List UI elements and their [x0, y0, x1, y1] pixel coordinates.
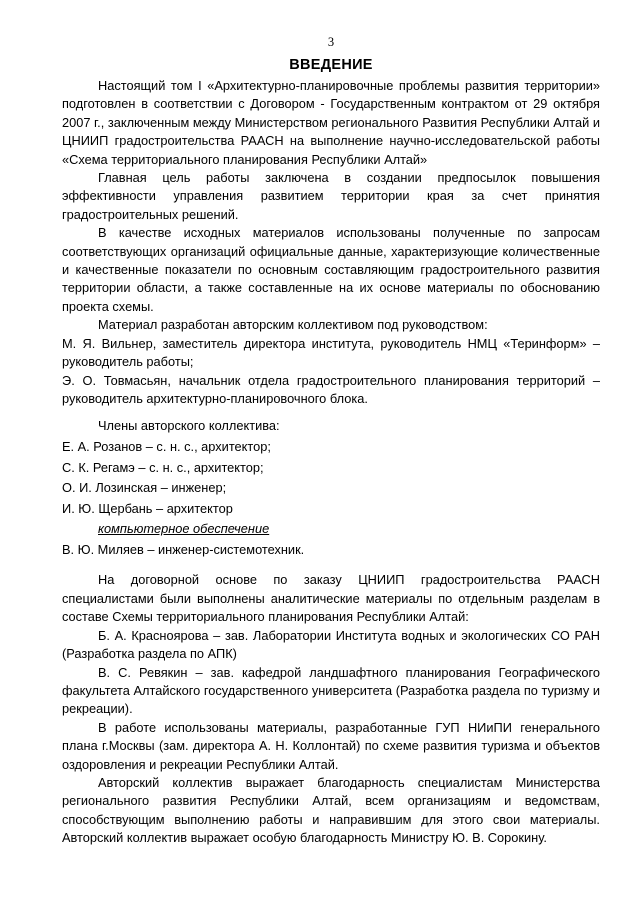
thanks-paragraph: Авторский коллектив выражает благодарность специалистам Министерства регионального развития Республики Алтай, всем организациям и ведомствам, способствующим выполнению работы и направившим для этого свои материалы. Авторский коллектив выражает особую благодарность Министру Ю. В. Сорокину. — [62, 774, 600, 846]
contributor-paragraph-2: В. С. Ревякин – зав. кафедрой ландшафтного планирования Географического факультета Алтайского государственного университета (Разработка раздела по туризму и рекреации). — [62, 664, 600, 717]
sources-paragraph: В качестве исходных материалов использованы полученные по запросам соответствующих организаций официальные данные, характеризующие количественные и качественные показатели по основным составляющим градостроительного развития территории области, а также составленные на их основе материалы по обоснованию проекта схемы. — [62, 225, 600, 314]
team-member-3: О. И. Лозинская – инженер; — [62, 480, 227, 496]
document-page — [62, 34, 600, 848]
intro-paragraph: Настоящий том I «Архитектурно-планировочные проблемы развития территории» подготовлен в соответствии с Договором - Государственным контрактом от 29 октября 2007 г., заключенным между Министерством регионального Развития Республики Алтай и ЦНИИП градостроительства РААСН на выполнение научно-исследовательской работы «Схема территориального планирования Республики Алтай» — [62, 78, 600, 167]
goal-paragraph: Главная цель работы заключена в создании предпосылок повышения эффективности управления развитием территории края за счет принятия градостроительных решений. — [62, 170, 600, 222]
team-member-2: С. К. Регамэ – с. н. с., архитектор; — [62, 459, 264, 475]
contributor-paragraph-1: Б. А. Красноярова – зав. Лаборатории Института водных и экологических СО РАН (Разработка раздела по АПК) — [62, 627, 600, 662]
leader-paragraph-2: Э. О. Товмасьян, начальник отдела градостроительного планирования территорий – руководитель архитектурно-планировочного блока. — [62, 372, 600, 406]
computer-support-label — [62, 519, 600, 540]
section-heading: ВВЕДЕНИЕ — [289, 57, 373, 73]
materials-paragraph: В работе использованы материалы, разработанные ГУП НИиПИ генерального плана г.Москвы (зам. директора А. Н. Коллонтай) по схеме развития туризма и объектов оздоровления и рекреации Республики Алтай. — [62, 719, 600, 772]
team-member-1: Е. А. Розанов – с. н. с., архитектор; — [62, 438, 271, 454]
computer-support-label-text: компьютерное обеспечение — [98, 521, 270, 537]
contract-paragraph: На договорной основе по заказу ЦНИИП градостроительства РААСН специалистами были выполнены аналитические материалы по отдельным разделам в составе Схемы территориального планирования Республики Алтай: — [62, 572, 600, 625]
leader-paragraph-1: М. Я. Вильнер, заместитель директора института, руководитель НМЦ «Теринформ» – руководитель работы; — [62, 335, 600, 370]
team-member-4: И. Ю. Щербань – архитектор — [62, 500, 233, 516]
page-number: 3 — [327, 35, 335, 49]
computer-support-member: В. Ю. Миляев – инженер-системотехник. — [62, 541, 305, 557]
team-title: Члены авторского коллектива: — [98, 418, 280, 434]
authors-intro-paragraph: Материал разработан авторским коллективом под руководством: — [98, 317, 488, 333]
